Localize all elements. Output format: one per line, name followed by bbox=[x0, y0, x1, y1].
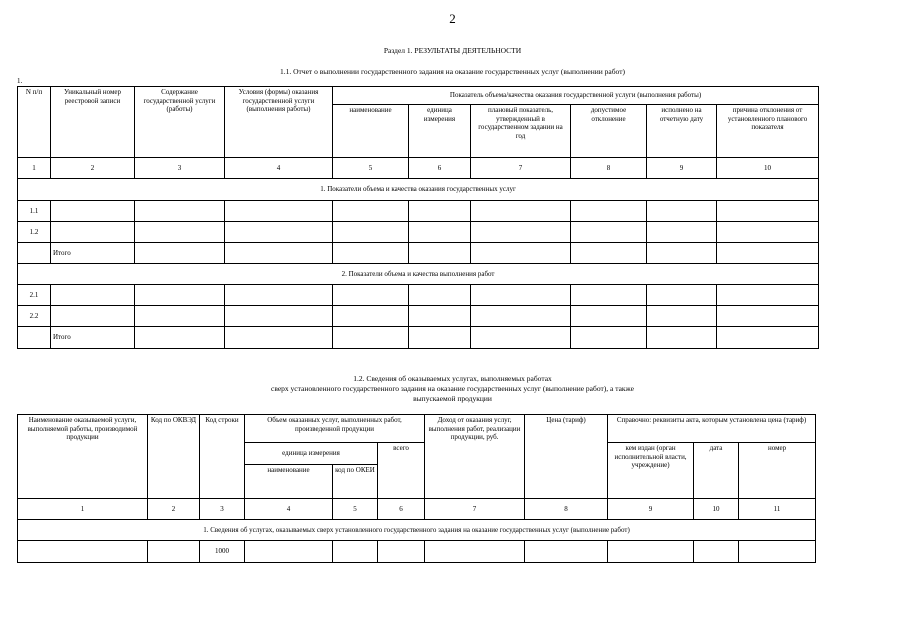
header-row-code: Код строки bbox=[200, 415, 245, 499]
header-indicator-group: Показатель объема/качества оказания государственной услуги (выполнения работы) bbox=[333, 87, 819, 105]
subtitle-1-2-line2: сверх установленного государственного задания на оказание государственных услуг (выполнение работ), а также bbox=[271, 384, 634, 393]
header-num: N п/п bbox=[18, 87, 51, 158]
section-title: Раздел 1. РЕЗУЛЬТАТЫ ДЕЯТЕЛЬНОСТИ bbox=[383, 46, 522, 55]
table-row bbox=[18, 222, 819, 243]
row-number: 2.1 bbox=[18, 285, 51, 306]
header-price: Цена (тариф) bbox=[525, 415, 608, 499]
header-registry: Уникальный номер реестровой записи bbox=[51, 87, 135, 158]
table-row bbox=[18, 306, 819, 327]
subtitle-1-2-line3: выпускаемой продукции bbox=[413, 394, 492, 403]
header-unit: единица измерения bbox=[245, 443, 378, 465]
col-number: 6 bbox=[378, 499, 425, 520]
header-income: Доход от оказания услуг, выполнения работ, реализации продукции, руб. bbox=[425, 415, 525, 499]
col-number: 10 bbox=[717, 158, 819, 179]
col-number: 5 bbox=[333, 158, 409, 179]
header-number: номер bbox=[739, 443, 816, 499]
total-row bbox=[18, 327, 819, 349]
subtitle-1-2-line1: 1.2. Сведения об оказываемых услугах, выполняемых работах bbox=[353, 374, 552, 383]
col-number: 9 bbox=[647, 158, 717, 179]
col-number: 5 bbox=[333, 499, 378, 520]
performance-table bbox=[17, 86, 819, 349]
col-number: 11 bbox=[739, 499, 816, 520]
col-number: 8 bbox=[571, 158, 647, 179]
header-unit: единица измерения bbox=[409, 105, 471, 158]
header-conditions: Условия (формы) оказания государственной услуги (выполнения работы) bbox=[225, 87, 333, 158]
col-number: 7 bbox=[471, 158, 571, 179]
list-marker: 1. bbox=[17, 77, 23, 85]
header-total: всего bbox=[378, 443, 425, 499]
table-row bbox=[18, 541, 816, 563]
col-number: 3 bbox=[200, 499, 245, 520]
col-number: 2 bbox=[148, 499, 200, 520]
header-name: Наименование оказываемой услуги, выполняемой работы, производимой продукции bbox=[18, 415, 148, 499]
col-number: 6 bbox=[409, 158, 471, 179]
header-allowed: допустимое отклонение bbox=[571, 105, 647, 158]
section2-title: 2. Показатели объема и качества выполнения работ bbox=[18, 264, 819, 285]
col-number: 2 bbox=[51, 158, 135, 179]
col-number: 7 bbox=[425, 499, 525, 520]
col-number: 10 bbox=[694, 499, 739, 520]
col-number: 1 bbox=[18, 499, 148, 520]
header-volume: Объем оказанных услуг, выполненных работ, произведенной продукции bbox=[245, 415, 425, 443]
total-label: Итого bbox=[51, 243, 135, 264]
col-number: 3 bbox=[135, 158, 225, 179]
section1-title: 1. Сведения об услугах, оказываемых сверх установленного государственного задания на оказание государственных услуг (выполнение работ) bbox=[18, 520, 816, 541]
header-okved: Код по ОКВЭД bbox=[148, 415, 200, 499]
col-number: 9 bbox=[608, 499, 694, 520]
header-plan: плановый показатель, утвержденный в государственном задании на год bbox=[471, 105, 571, 158]
total-row bbox=[18, 243, 819, 264]
row-number: 2.2 bbox=[18, 306, 51, 327]
column-number-row bbox=[18, 158, 819, 179]
table-row bbox=[18, 285, 819, 306]
row-number: 1.1 bbox=[18, 201, 51, 222]
section1-title: 1. Показатели объема и качества оказания государственных услуг bbox=[18, 179, 819, 201]
header-reference: Справочно: реквизиты акта, которым установлена цена (тариф) bbox=[608, 415, 816, 443]
row-number: 1.2 bbox=[18, 222, 51, 243]
col-number: 8 bbox=[525, 499, 608, 520]
subtitle-1-1: 1.1. Отчет о выполнении государственного задания на оказание государственных услуг (выполнении работ) bbox=[280, 67, 625, 76]
extra-services-table bbox=[17, 414, 816, 563]
col-number: 1 bbox=[18, 158, 51, 179]
header-date: дата bbox=[694, 443, 739, 499]
col-number: 4 bbox=[225, 158, 333, 179]
col-number: 4 bbox=[245, 499, 333, 520]
column-number-row bbox=[18, 499, 816, 520]
header-issuer: кем издан (орган исполнительной власти, учреждение) bbox=[608, 443, 694, 499]
total-label: Итого bbox=[51, 327, 135, 349]
table-row bbox=[18, 201, 819, 222]
header-executed: исполнено на отчетную дату bbox=[647, 105, 717, 158]
header-reason: причина отклонения от установленного планового показателя bbox=[717, 105, 819, 158]
header-name: наименование bbox=[333, 105, 409, 158]
page-number: 2 bbox=[449, 11, 456, 26]
header-okei: код по ОКЕИ bbox=[333, 465, 378, 499]
header-content: Содержание государственной услуги (работы) bbox=[135, 87, 225, 158]
row-code: 1000 bbox=[200, 541, 245, 563]
header-unit-name: наименование bbox=[245, 465, 333, 499]
